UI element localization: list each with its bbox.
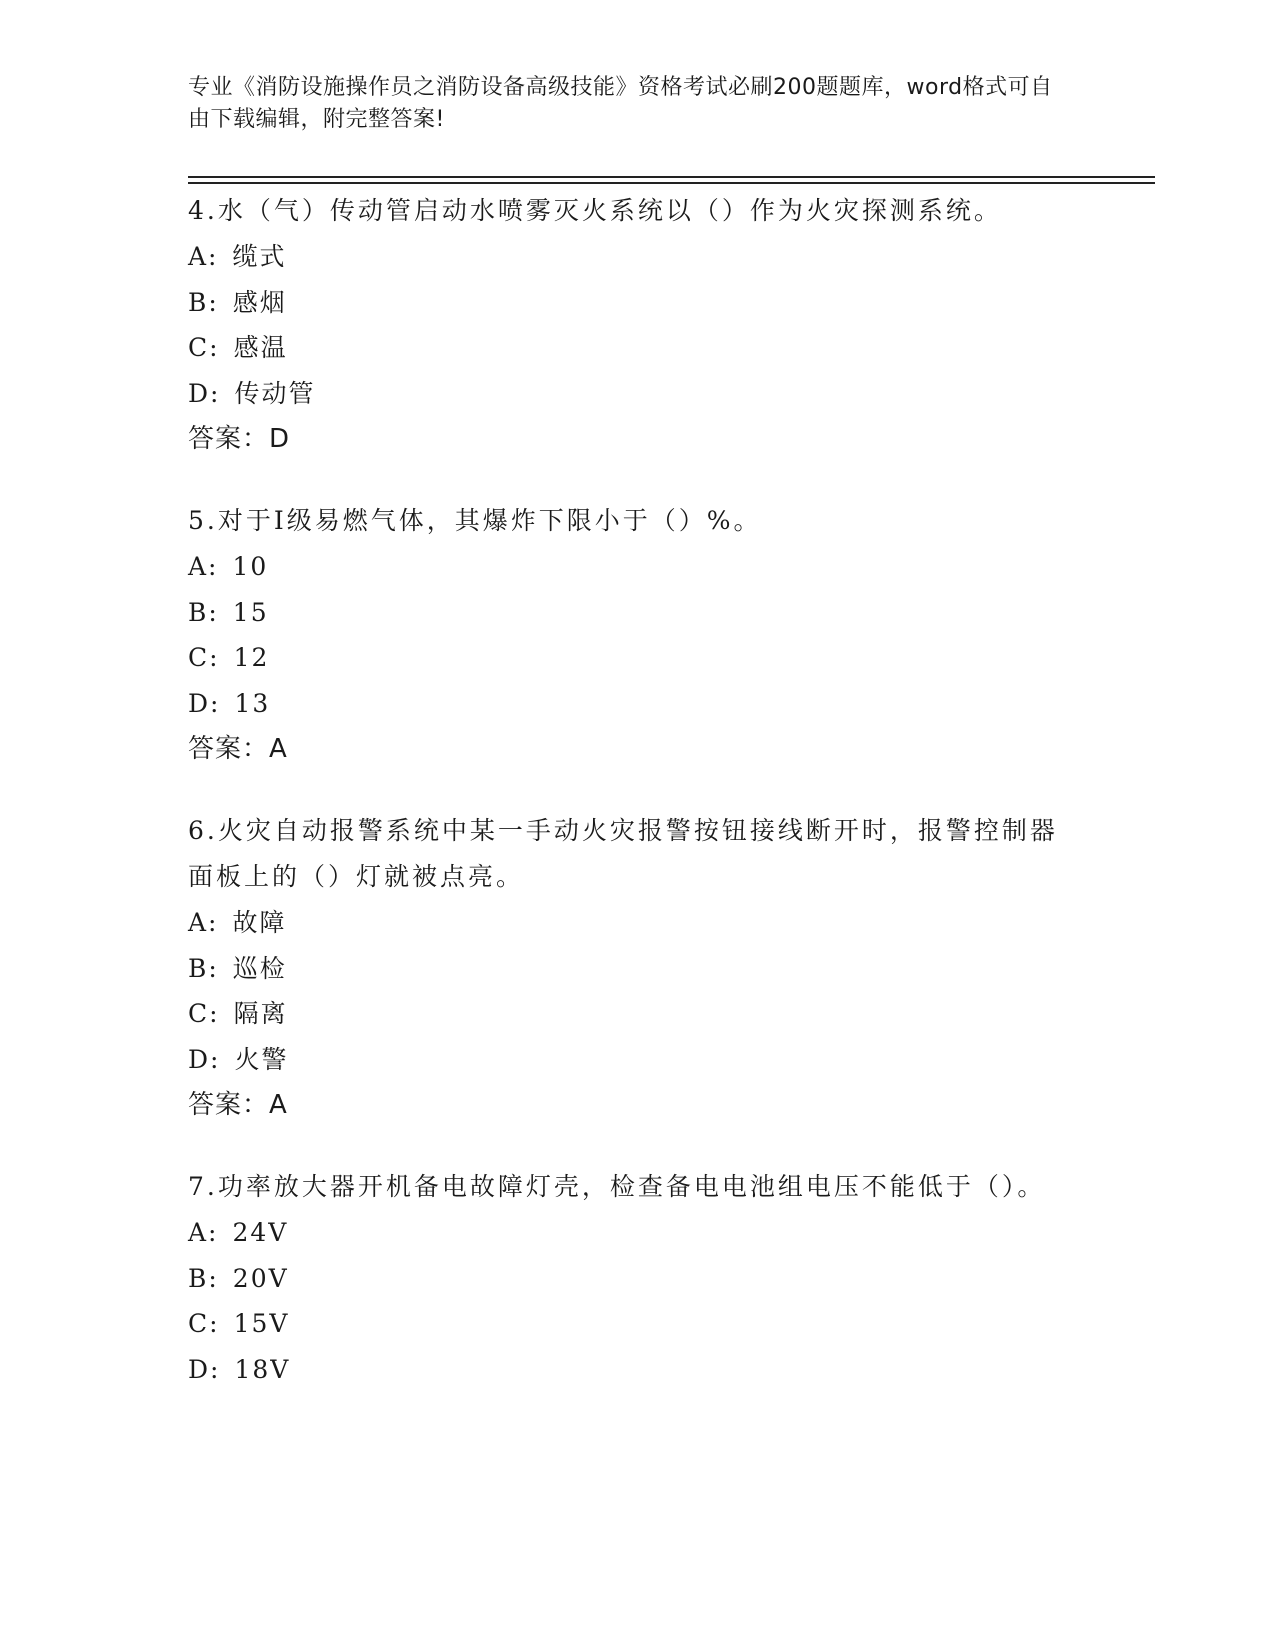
option-d xyxy=(188,371,1068,417)
question-text: 6.火灾自动报警系统中某一手动火灾报警按钮接线断开时，报警控制器面板上的（）灯就被点亮。 xyxy=(188,816,1058,891)
option-text: 隔离 xyxy=(233,999,288,1028)
option-text: 火警 xyxy=(234,1044,289,1074)
option-text: 巡检 xyxy=(232,953,287,983)
option-text: 12 xyxy=(233,643,270,672)
option-text: 24V xyxy=(232,1218,289,1247)
header-divider-top xyxy=(188,176,1155,178)
option-c xyxy=(188,991,1068,1037)
option-letter: C: xyxy=(188,333,220,362)
question-item xyxy=(188,188,1068,462)
option-text: 感温 xyxy=(233,333,288,362)
option-list xyxy=(188,1210,1068,1392)
option-letter: B: xyxy=(188,1263,219,1293)
option-d xyxy=(188,1037,1068,1083)
question-text: 7.功率放大器开机备电故障灯壳，检查备电电池组电压不能低于（）。 xyxy=(188,1172,1046,1201)
option-letter: C: xyxy=(188,1309,220,1338)
question-item xyxy=(188,498,1068,772)
option-text: 15 xyxy=(232,597,269,627)
answer-text: 答案：A xyxy=(188,734,288,764)
option-letter: B: xyxy=(188,597,219,627)
option-text: 故障 xyxy=(232,908,287,937)
option-c xyxy=(188,1301,1068,1347)
option-d xyxy=(188,1347,1068,1393)
option-text: 缆式 xyxy=(232,242,287,271)
option-letter: A: xyxy=(188,908,219,937)
answer-text: 答案：A xyxy=(188,1090,288,1120)
option-text: 15V xyxy=(233,1309,290,1338)
option-letter: B: xyxy=(188,953,219,983)
option-letter: C: xyxy=(188,999,220,1028)
option-d xyxy=(188,681,1068,727)
option-text: 感烟 xyxy=(232,287,287,317)
question-list xyxy=(188,188,1068,1428)
option-letter: C: xyxy=(188,643,220,672)
option-c xyxy=(188,635,1068,681)
option-letter: D: xyxy=(188,1354,221,1384)
option-text: 传动管 xyxy=(234,378,316,408)
question-item xyxy=(188,1164,1068,1392)
question-text: 5.对于Ⅰ级易燃气体，其爆炸下限小于（）%。 xyxy=(188,506,762,535)
question-text: 4.水（气）传动管启动水喷雾灭火系统以（）作为火灾探测系统。 xyxy=(188,196,1002,225)
question-item xyxy=(188,808,1068,1128)
option-list xyxy=(188,544,1068,726)
option-b xyxy=(188,1256,1068,1302)
option-letter: A: xyxy=(188,1218,219,1247)
option-a xyxy=(188,544,1068,590)
option-list xyxy=(188,234,1068,416)
option-b xyxy=(188,946,1068,992)
option-text: 10 xyxy=(232,552,269,581)
option-b xyxy=(188,280,1068,326)
option-text: 18V xyxy=(234,1354,291,1384)
option-letter: B: xyxy=(188,287,219,317)
option-b xyxy=(188,590,1068,636)
option-letter: D: xyxy=(188,1044,221,1074)
option-letter: A: xyxy=(188,242,219,271)
option-letter: D: xyxy=(188,378,221,408)
answer-text: 答案：D xyxy=(188,424,291,454)
option-a xyxy=(188,900,1068,946)
header-divider-bottom xyxy=(188,182,1155,184)
option-text: 13 xyxy=(234,688,271,718)
option-list xyxy=(188,900,1068,1082)
option-text: 20V xyxy=(232,1263,289,1293)
document-header xyxy=(188,72,1068,136)
option-letter: A: xyxy=(188,552,219,581)
option-letter: D: xyxy=(188,688,221,718)
option-a xyxy=(188,1210,1068,1256)
header-intro-text: 专业《消防设施操作员之消防设备高级技能》资格考试必刷200题题库，word格式可自由下载编辑，附完整答案! xyxy=(188,75,1053,132)
option-c xyxy=(188,325,1068,371)
option-a xyxy=(188,234,1068,280)
